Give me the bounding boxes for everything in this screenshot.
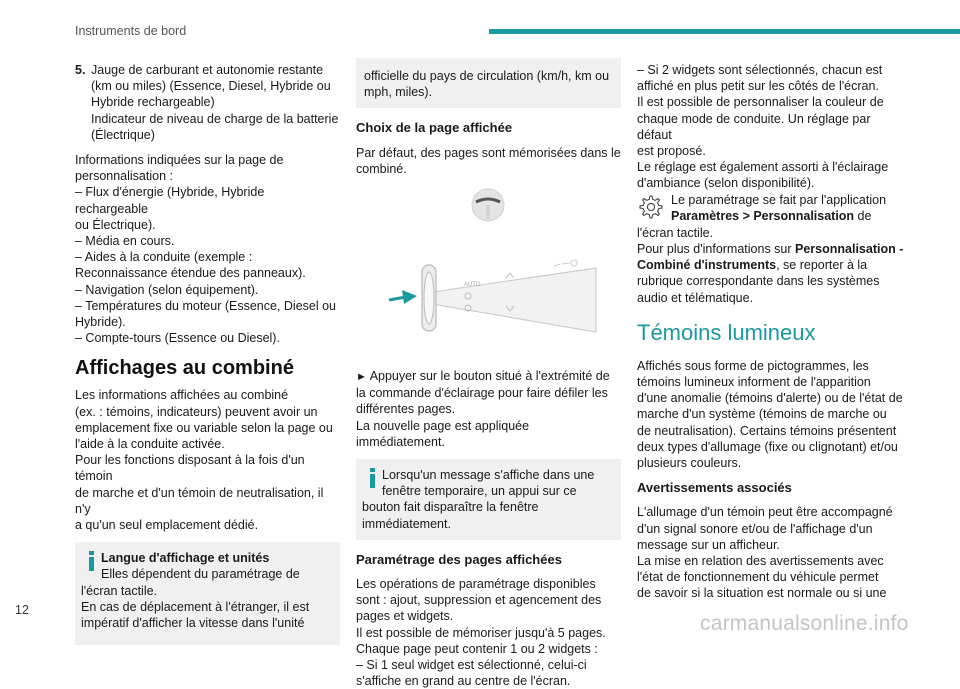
- text-line: Pour les fonctions disposant à la fois d'un témoin: [75, 453, 305, 484]
- info-box-continued: [356, 58, 621, 108]
- info-line: fenêtre temporaire, un appui sur ce: [382, 484, 577, 499]
- stalk-icon: [422, 260, 596, 332]
- text-line: – Températures du moteur (Essence, Diesel ou: [75, 298, 337, 313]
- affichages-paragraph: [75, 387, 340, 533]
- text-line: marche d'un système (témoins de marche ou: [637, 407, 887, 422]
- auto-label: AUTO: [464, 282, 481, 289]
- text-line: d'une anomalie (témoins d'alerte) ou de l'état de: [637, 391, 903, 406]
- info-line: Lorsqu'un message s'affiche dans une: [382, 468, 595, 483]
- watermark: carmanualsonline.info: [700, 612, 909, 635]
- gear-icon: [637, 192, 671, 225]
- text-line: chaque mode de conduite. Un réglage par défaut: [637, 111, 871, 142]
- text-line: [671, 208, 886, 224]
- text-line: audio et télématique.: [637, 290, 754, 305]
- text-line: – Média en cours.: [75, 234, 175, 249]
- text-line: rubrique correspondante dans les systèmes: [637, 274, 880, 289]
- column-1: [75, 62, 340, 645]
- text-line: combiné.: [356, 161, 407, 176]
- text-line: s'affiche en grand au centre de l'écran.: [356, 674, 571, 689]
- parametrage-paragraph: [356, 576, 621, 689]
- page-number: 12: [15, 603, 29, 617]
- info-line: immédiatement.: [362, 516, 451, 531]
- text-line: – Si 1 seul widget est sélectionné, celui-ci: [356, 658, 587, 673]
- text-line: Le paramétrage se fait par l'application: [671, 192, 887, 207]
- text-line: – Si 2 widgets sont sélectionnés, chacun est: [637, 63, 883, 77]
- heading-avertissements: Avertissements associés: [637, 480, 792, 496]
- header-accent-bar: [489, 29, 960, 34]
- lighting-stalk-illustration: [356, 185, 621, 360]
- text-fragment: de: [854, 208, 872, 223]
- text-line: Chaque page peut contenir 1 ou 2 widgets :: [356, 641, 598, 656]
- avertissements-paragraph: [637, 504, 907, 601]
- item5-line: (Électrique): [91, 127, 155, 142]
- text-line: l'état de fonctionnement du véhicule permet: [637, 570, 879, 585]
- text-line: Reconnaissance étendue des panneaux).: [75, 266, 306, 281]
- text-line: Affichés sous forme de pictogrammes, les: [637, 358, 869, 373]
- item5-line: (km ou miles) (Essence, Diesel, Hybride ou: [91, 79, 331, 94]
- text-line: la commande d'éclairage pour faire défiler les: [356, 386, 608, 401]
- text-line: La nouvelle page est appliquée immédiatement.: [356, 418, 530, 449]
- info-icon: [370, 468, 375, 488]
- info-box-message: [356, 459, 621, 540]
- text-line: [356, 368, 621, 385]
- text-line: de savoir si la situation est normale ou si une: [637, 586, 887, 601]
- info-line: Elles dépendent du paramétrage de: [101, 567, 300, 582]
- info-title: Langue d'affichage et unités: [101, 551, 270, 566]
- text-line: a qu'un seul emplacement dédié.: [75, 518, 259, 533]
- item-number: 5.: [75, 63, 86, 77]
- text-line: personnalisation :: [75, 169, 173, 184]
- column-3: [637, 62, 907, 602]
- text-line: – Compte-tours (Essence ou Diesel).: [75, 331, 280, 346]
- temoins-paragraph: [637, 358, 907, 471]
- numbered-item-5: [75, 62, 340, 143]
- step-arrow-icon: ►: [356, 371, 367, 384]
- running-header: Instruments de bord: [75, 24, 187, 38]
- text-line: affiché en plus petit sur les côtés de l'écran.: [637, 79, 879, 94]
- info-icon: [89, 551, 94, 571]
- arrow-icon: [389, 290, 417, 304]
- section-heading-temoins: Témoins lumineux: [637, 319, 816, 345]
- section-heading-affichages: Affichages au combiné: [75, 357, 294, 380]
- text-line: Par défaut, des pages sont mémorisées dans le: [356, 145, 621, 160]
- info-line: En cas de déplacement à l'étranger, il est: [81, 599, 310, 614]
- text-line: Les opérations de paramétrage disponibles: [356, 577, 596, 592]
- step-paragraph: [356, 368, 621, 450]
- text-line: L'allumage d'un témoin peut être accompagné: [637, 505, 893, 520]
- heading-choix-page: Choix de la page affichée: [356, 120, 513, 136]
- text-line: ou Électrique).: [75, 217, 156, 232]
- text-line: [637, 257, 907, 273]
- text-line: La mise en relation des avertissements avec: [637, 554, 884, 569]
- text-line: Le réglage est également assorti à l'éclairage: [637, 160, 889, 175]
- widgets-paragraph: [637, 62, 907, 192]
- more-info-paragraph: [637, 225, 907, 306]
- choix-paragraph: [356, 145, 621, 177]
- item5-line: Indicateur de niveau de charge de la batterie: [91, 111, 339, 126]
- text-line: – Navigation (selon équipement).: [75, 282, 259, 297]
- text-line: [637, 241, 907, 257]
- text-line: de marche et d'un témoin de neutralisation, il n'y: [75, 485, 324, 516]
- text-line: d'un signal sonore et/ou de l'affichage d'un: [637, 521, 873, 536]
- column-2: [356, 58, 621, 689]
- item5-line: Jauge de carburant et autonomie restante: [91, 63, 324, 77]
- step-line: Appuyer sur le bouton situé à l'extrémité de: [369, 369, 610, 384]
- reference-bold: Personnalisation -: [795, 242, 904, 257]
- text-line: sont : ajout, suppression et agencement des: [356, 593, 602, 608]
- settings-path: Paramètres > Personnalisation: [671, 208, 855, 223]
- info-line: officielle du pays de circulation (km/h, km ou: [364, 69, 610, 83]
- text-line: témoins lumineux informent de l'apparition: [637, 375, 871, 390]
- text-line: (ex. : témoins, indicateurs) peuvent avoir un: [75, 404, 318, 419]
- text-line: plusieurs couleurs.: [637, 456, 742, 471]
- text-line: Les informations affichées au combiné: [75, 388, 289, 403]
- text-line: emplacement fixe ou variable selon la page ou: [75, 420, 333, 435]
- settings-note: [637, 192, 907, 225]
- personalisation-paragraph: [75, 152, 340, 346]
- text-line: Hybride).: [75, 315, 126, 330]
- text-fragment: , se reporter à la: [776, 258, 868, 273]
- text-line: Informations indiquées sur la page de: [75, 153, 284, 168]
- text-line: différentes pages.: [356, 402, 456, 417]
- lighting-stalk-drawing: [356, 185, 621, 360]
- reference-bold: Combiné d'instruments: [637, 258, 777, 273]
- text-line: de neutralisation). Certains témoins présentent: [637, 423, 897, 438]
- info-line: bouton fait disparaître la fenêtre: [362, 500, 539, 515]
- info-line: mph, miles).: [364, 85, 433, 100]
- text-line: – Flux d'énergie (Hybride, Hybride rechargeable: [75, 185, 265, 216]
- text-line: – Aides à la conduite (exemple :: [75, 250, 253, 265]
- text-line: l'aide à la conduite activée.: [75, 437, 225, 452]
- text-line: Il est possible de personnaliser la couleur de: [637, 95, 884, 110]
- text-line: message sur un afficheur.: [637, 537, 780, 552]
- item5-line: Hybride rechargeable): [91, 95, 215, 110]
- text-line: d'ambiance (selon disponibilité).: [637, 176, 815, 191]
- text-line: deux types d'allumage (fixe ou clignotant) et/ou: [637, 439, 898, 454]
- text-fragment: Pour plus d'informations sur: [637, 242, 796, 257]
- text-line: Il est possible de mémoriser jusqu'à 5 pages.: [356, 625, 606, 640]
- text-line: est proposé.: [637, 144, 706, 159]
- info-line: l'écran tactile.: [81, 583, 158, 598]
- text-line: pages et widgets.: [356, 609, 454, 624]
- steering-wheel-icon: [472, 189, 504, 221]
- heading-parametrage: Paramétrage des pages affichées: [356, 551, 562, 567]
- info-box-language: [75, 542, 340, 645]
- text-line: l'écran tactile.: [637, 225, 714, 240]
- info-line: impératif d'afficher la vitesse dans l'unité: [81, 616, 305, 631]
